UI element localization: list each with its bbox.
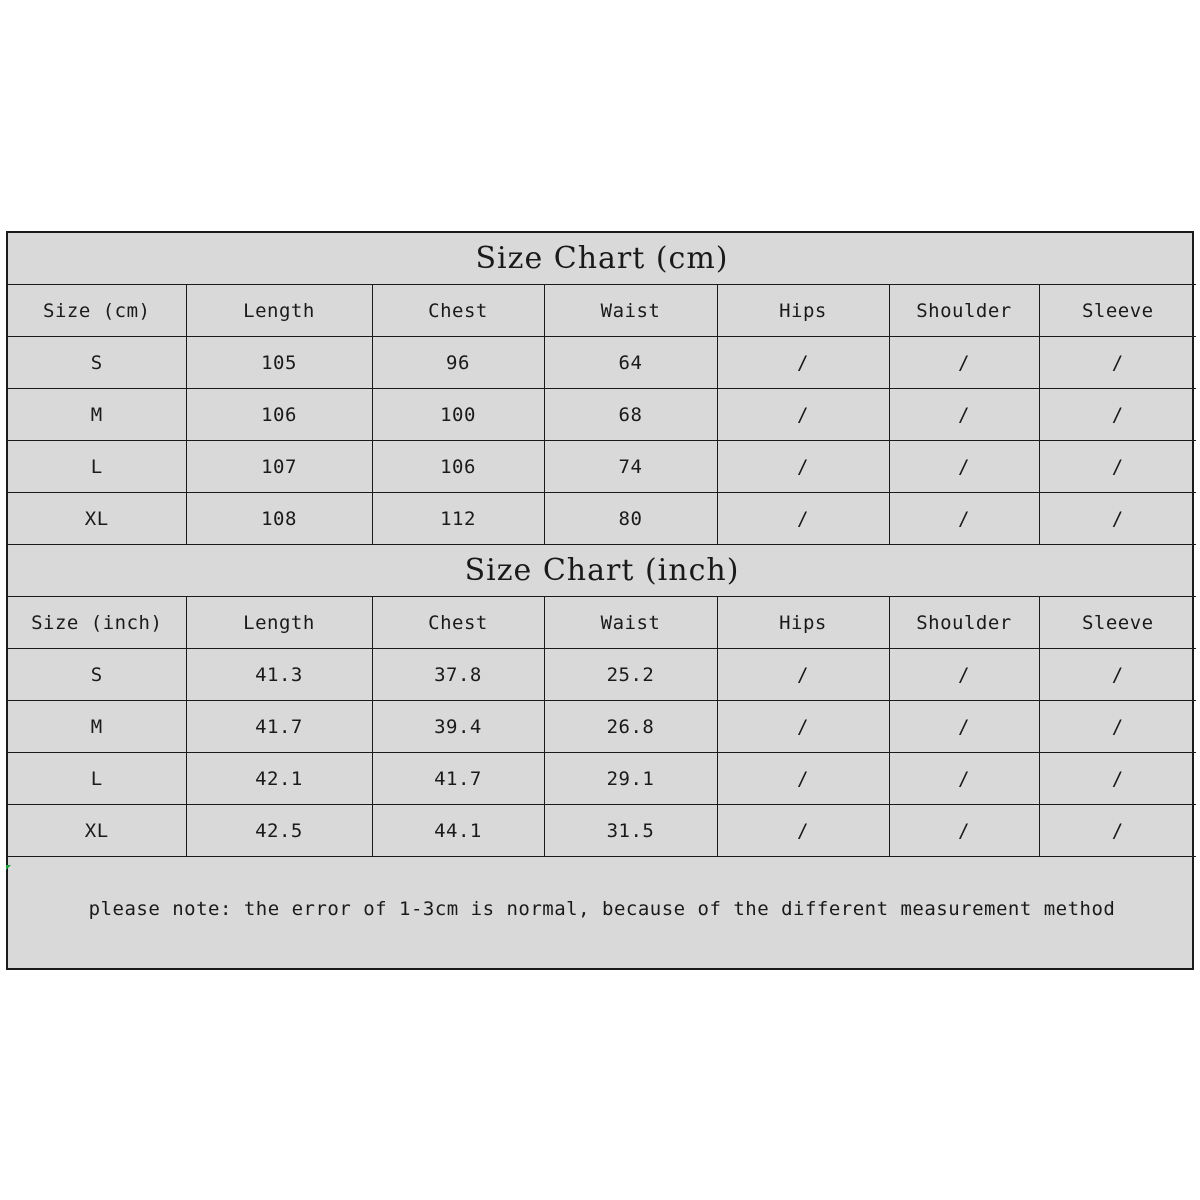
cell-hips: / (717, 337, 889, 389)
cm-row-s (8, 337, 1196, 389)
cell-size: S (8, 649, 186, 701)
cell-length: 105 (186, 337, 372, 389)
cell-chest: 112 (372, 493, 544, 545)
cell-chest: 106 (372, 441, 544, 493)
inch-row-l (8, 753, 1196, 805)
cell-waist: 74 (544, 441, 717, 493)
cell-size: M (8, 701, 186, 753)
cm-title-row (8, 233, 1196, 285)
cell-shoulder: / (889, 649, 1039, 701)
header-hips: Hips (717, 285, 889, 337)
cell-size: M (8, 389, 186, 441)
cell-hips: / (717, 441, 889, 493)
cell-sleeve: / (1039, 753, 1196, 805)
cell-size: L (8, 441, 186, 493)
cell-chest: 96 (372, 337, 544, 389)
cell-length: 42.1 (186, 753, 372, 805)
cm-row-m (8, 389, 1196, 441)
cell-shoulder: / (889, 805, 1039, 857)
cell-sleeve: / (1039, 389, 1196, 441)
cell-length: 108 (186, 493, 372, 545)
cell-chest: 44.1 (372, 805, 544, 857)
cell-waist: 68 (544, 389, 717, 441)
cell-hips: / (717, 389, 889, 441)
size-chart-table (8, 233, 1196, 960)
size-chart-sheet (6, 231, 1194, 970)
cell-shoulder: / (889, 389, 1039, 441)
cell-chest: 37.8 (372, 649, 544, 701)
header-sleeve: Sleeve (1039, 597, 1196, 649)
header-length: Length (186, 285, 372, 337)
header-shoulder: Shoulder (889, 597, 1039, 649)
cell-sleeve: / (1039, 441, 1196, 493)
cell-size: XL (8, 493, 186, 545)
cell-sleeve: / (1039, 805, 1196, 857)
cell-waist: 25.2 (544, 649, 717, 701)
cell-shoulder: / (889, 493, 1039, 545)
inch-title-row (8, 545, 1196, 597)
cell-waist: 64 (544, 337, 717, 389)
cell-waist: 80 (544, 493, 717, 545)
inch-row-m (8, 701, 1196, 753)
inch-header-row (8, 597, 1196, 649)
note-row (8, 857, 1196, 961)
cell-chest: 100 (372, 389, 544, 441)
cm-header-row (8, 285, 1196, 337)
cm-row-xl (8, 493, 1196, 545)
inch-row-xl (8, 805, 1196, 857)
inch-table-title: Size Chart (inch) (8, 545, 1196, 597)
measurement-note: please note: the error of 1-3cm is normal, because of the different measurement method (8, 857, 1196, 961)
cell-length: 41.3 (186, 649, 372, 701)
header-waist: Waist (544, 285, 717, 337)
cell-waist: 31.5 (544, 805, 717, 857)
cell-hips: / (717, 493, 889, 545)
header-size-cm: Size (cm) (8, 285, 186, 337)
header-sleeve: Sleeve (1039, 285, 1196, 337)
cell-sleeve: / (1039, 337, 1196, 389)
header-shoulder: Shoulder (889, 285, 1039, 337)
cell-length: 107 (186, 441, 372, 493)
cm-row-l (8, 441, 1196, 493)
cell-corner-marker (6, 865, 11, 870)
header-chest: Chest (372, 597, 544, 649)
cell-length: 106 (186, 389, 372, 441)
cell-hips: / (717, 805, 889, 857)
cell-hips: / (717, 753, 889, 805)
cell-size: S (8, 337, 186, 389)
cell-shoulder: / (889, 753, 1039, 805)
cell-waist: 29.1 (544, 753, 717, 805)
cell-chest: 41.7 (372, 753, 544, 805)
cell-sleeve: / (1039, 649, 1196, 701)
cell-length: 42.5 (186, 805, 372, 857)
cell-length: 41.7 (186, 701, 372, 753)
header-hips: Hips (717, 597, 889, 649)
cell-waist: 26.8 (544, 701, 717, 753)
cell-sleeve: / (1039, 701, 1196, 753)
cell-size: XL (8, 805, 186, 857)
cell-hips: / (717, 649, 889, 701)
inch-row-s (8, 649, 1196, 701)
header-length: Length (186, 597, 372, 649)
cell-shoulder: / (889, 337, 1039, 389)
cell-shoulder: / (889, 441, 1039, 493)
cell-size: L (8, 753, 186, 805)
header-waist: Waist (544, 597, 717, 649)
header-chest: Chest (372, 285, 544, 337)
cell-shoulder: / (889, 701, 1039, 753)
header-size-inch: Size (inch) (8, 597, 186, 649)
cm-table-title: Size Chart (cm) (8, 233, 1196, 285)
cell-chest: 39.4 (372, 701, 544, 753)
cell-hips: / (717, 701, 889, 753)
cell-sleeve: / (1039, 493, 1196, 545)
